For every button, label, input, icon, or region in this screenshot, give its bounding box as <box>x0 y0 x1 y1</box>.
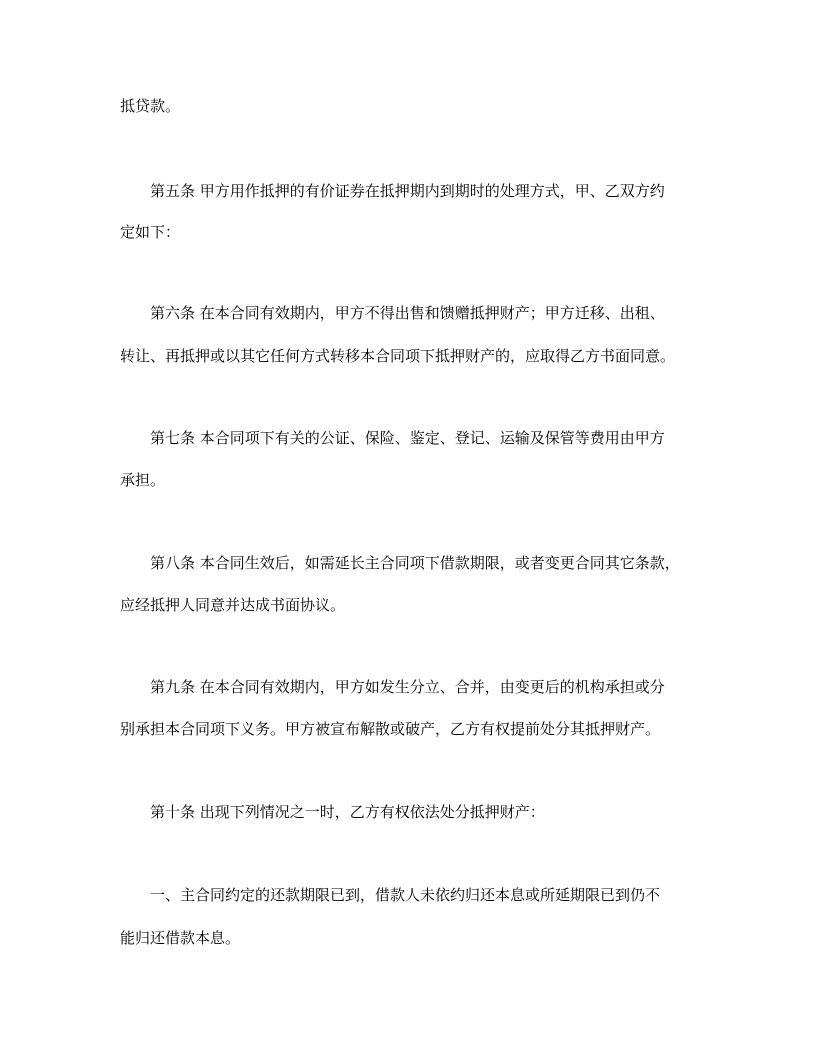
text-line: 第五条 甲方用作抵押的有价证券在抵押期内到期时的处理方式，甲、乙双方约 <box>150 182 665 200</box>
text-line: 一、主合同约定的还款期限已到，借款人未依约归还本息或所延期限已到仍不 <box>150 886 661 904</box>
text-line: 第六条 在本合同有效期内，甲方不得出售和馈赠抵押财产；甲方迁移、出租、 <box>150 304 665 322</box>
text-line: 别承担本合同项下义务。甲方被宣布解散或破产，乙方有权提前处分其抵押财产。 <box>120 720 661 738</box>
text-line: 第九条 在本合同有效期内，甲方如发生分立、合并，由变更后的机构承担或分 <box>150 678 665 696</box>
text-line: 第七条 本合同项下有关的公证、保险、鉴定、登记、运输及保管等费用由甲方 <box>150 429 665 447</box>
text-line: 定如下： <box>120 223 181 241</box>
text-line: 应经抵押人同意并达成书面协议。 <box>120 596 346 614</box>
text-line: 转让、再抵押或以其它任何方式转移本合同项下抵押财产的，应取得乙方书面同意。 <box>120 347 676 365</box>
text-line: 第八条 本合同生效后，如需延长主合同项下借款期限，或者变更合同其它条款， <box>150 554 680 572</box>
text-line: 能归还借款本息。 <box>120 929 241 947</box>
text-line: 第十条 出现下列情况之一时，乙方有权依法处分抵押财产： <box>150 803 545 821</box>
text-line: 抵贷款。 <box>120 97 181 115</box>
text-line: 承担。 <box>120 471 166 489</box>
